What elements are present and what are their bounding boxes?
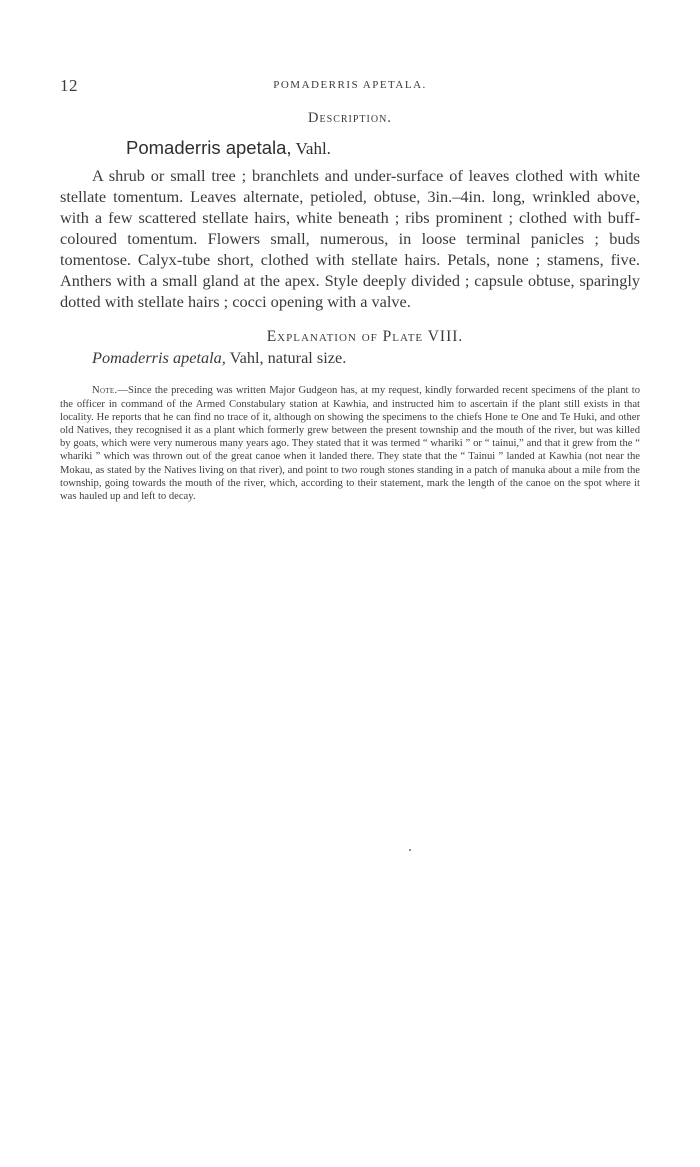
book-page [60,76,640,514]
print-speck [409,849,411,851]
species-heading [126,137,640,159]
note-label: Note. [92,385,118,397]
note-text: —Since the preceding was written Major Gudgeon has, at my request, kindly forwarded recent specimens of the plant to the officer in command of the Armed Constabulary station at Kawhia, and instructed him to ascertain if the plant still exists in that locality. He reports that he can find no trace of it, although on showing the specimens to the chiefs Hone te One and Te Huki, and other old Natives, they recognised it as a plant which formerly grew between the present township and the mouth of the river, but was killed by goats, which were very numerous many years ago. They stated that it was termed “ whariki ” or “ tainui,” and that it grew from the “ whariki ” which was thrown out of the great canoe when it landed there. They state that the “ Tainui ” landed at Kawhia (not near the Mokau, as stated by the Natives living on that river), and point to two rough stones standing in a patch of manuka about a mile from the township, going towards the mouth of the river, which, according to their statement, mark the length of the canoe on the spot where it was hauled up and left to decay. [60,385,640,502]
description-heading: Description. [308,110,392,126]
plate-caption [92,348,640,368]
running-title: POMADERRIS APETALA. [273,79,427,91]
running-head [60,76,640,98]
plate-explanation-heading: Explanation of Plate VIII. [266,328,464,346]
species-author: Vahl. [291,139,331,158]
page-number: 12 [60,76,78,95]
plate-caption-species: Pomaderris apetala, [92,348,226,368]
plate-caption-text: Vahl, natural size. [225,348,347,368]
description-paragraph: A shrub or small tree ; branchlets and under-surface of leaves clothed with white stellate tomentum. Leaves alternate, petioled, obtuse, 3in.–4in. long, wrinkled above, with a few scattered stellate hairs, white beneath ; ribs prominent ; clothed with buff-coloured tomentum. Flowers small, numerous, in loose terminal panicles ; buds tomentose. Calyx-tube short, clothed with stellate hairs. Petals, none ; stamens, five. Anthers with a small gland at the apex. Style deeply divided ; capsule obtuse, sparingly dotted with stellate hairs ; cocci opening with a valve. [60,166,640,311]
species-name: Pomaderris apetala, [126,137,292,158]
footnote [60,384,640,503]
